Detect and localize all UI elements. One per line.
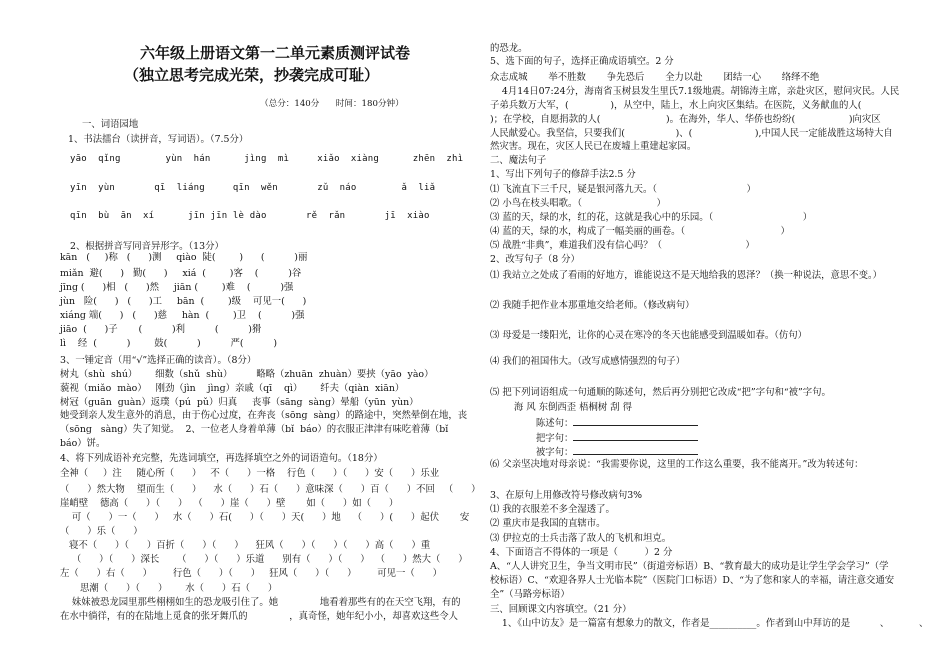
right-line-6: 人民献爱心。我坚信，只要我们( )、( ),中国人民一定能战胜这场特大自 [490, 128, 893, 139]
left-line-13: xiáng 端( ) ( )慈 hàn ( )卫 ( )强 [60, 310, 305, 321]
right-line-40: 1、《山中访友》是一篇富有想象力的散文，作者是__________。作者到山中拜访的是 、 、 [490, 618, 929, 629]
left-line-34: 在水中徜徉，有的在陆地上觅食的张牙舞爪的 ，真奇怪，她年纪小小，却喜欢这些令人 [60, 611, 458, 622]
left-line-24: 全神（ ）注 随心所（ ） 不（ ）一格 行色（ ）（ ）安（ ）乐业 [60, 468, 440, 479]
right-line-29: ⑹ 父亲坚决地对母亲说：“我需要你说，这里的工作这么重要，我不能离开。”改为转述句： [490, 459, 864, 470]
left-line-9: kān ( )称 ( )测 qiào 陡( ) ( )丽 [60, 252, 308, 263]
left-line-29: 寝不（ ）（ ）百折（ ）（ ） 狂风（ ）（ ）（ ）高（ ）重 [60, 540, 431, 551]
right-line-36: A、“人人讲究卫生，争当文明市民”（街道旁标语）B、“教育最大的成功是让学生学会学习”（学 [490, 561, 889, 572]
left-line-10: miǎn 避( ) 勤( ) xiá ( )客 ( )谷 [60, 268, 302, 279]
left-line-2: （总分：140分 时间：180分钟） [260, 99, 404, 109]
left-line-20: 她受到亲人发生意外的消息，由于伤心过度，在奔丧（sōng sàng）的路途中，突然晕倒在地，丧 [60, 410, 468, 421]
right-line-8: 二、魔法句子 [490, 155, 547, 166]
left-line-15: lì 经 ( ) 鼓( ) 严( ) [60, 338, 277, 349]
right-line-27: 把字句： [512, 431, 698, 445]
right-line-12: ⑶ 蓝的天，绿的水，红的花，这就是我心中的乐园。（ ） [490, 212, 813, 223]
right-line-20: ⑶ 母爱是一缕阳光，让你的心灵在寒冷的冬天也能感受到温暖如春。（仿句） [490, 330, 808, 341]
left-line-6: yīn yùn qī liáng qīn wěn zǔ náo ǎ liǎ [70, 183, 436, 193]
left-line-14: jiāo ( )子 ( )利 ( )猾 [60, 324, 262, 335]
right-line-7: 然灾害。现在，灾区人民已在废墟上重建起家园。 [490, 141, 697, 152]
left-line-17: 树丸（shù shú） 细数（shǔ shù） 略略（zhuān zhuàn）要挟（yāo yào） [60, 369, 434, 380]
left-line-26: 崖峭壁 德高（ ）（ ） （ ）崖（ ）壁 如（ ）如（ ） [60, 498, 399, 509]
right-line-0: 的恐龙。 [490, 43, 528, 54]
right-line-24: ⑸ 把下列词语组成一句通顺的陈述句，然后再分别把它改成“把”字句和“被”字句。 [490, 387, 831, 398]
right-line-31: 3、在原句上用修改符号修改病句3% [490, 490, 643, 501]
right-line-4: 子弟兵数万大军，( )，从空中，陆上，水上向灾区集结。在医院，义务献血的人( [490, 100, 922, 111]
right-line-14: ⑸ 战胜“非典”，难道我们没有信心吗？（ ） [490, 240, 755, 251]
left-line-12: jùn 险( ) ( )工 bān ( )级 可见一( ) [60, 296, 307, 307]
left-line-22: báo）饼。 [60, 438, 106, 449]
left-line-7: qīn bù ān xí jīn jīn lè dào rě rǎn jī xiào [70, 211, 430, 221]
left-line-18: 藐视（miǎo mào） 刚劲（jìn jìng）亲戚（qī qì） 纤夫（qiàn xiān） [60, 383, 405, 394]
answer-blank-line[interactable] [573, 445, 698, 455]
left-line-30: （ ）（ ）深长 （ ）（ ）乐道 别有（ ）（ ） （ ）然大（ ） [60, 554, 468, 565]
right-line-26: 陈述句： [512, 416, 698, 430]
left-line-25: （ ）然大物 望而生（ ） 水（ ）石（ ）意味深（ ）百（ ）不回 （ ） [60, 484, 481, 495]
left-line-0: 六年级上册语文第一二单元素质测评试卷 [140, 44, 411, 62]
left-line-28: （ ）乐（ ） [60, 526, 143, 537]
left-line-19: 树冠（guān guàn）返璞（pú pǔ）归真 丧事（sāng sàng）晕船（yūn yùn） [60, 397, 419, 408]
right-line-37: 校标语）C、“欢迎各界人士光临本院”（医院门口标语）D、“为了您和家人的幸福，请注意交通安 [490, 575, 895, 586]
right-line-35: 4、下面语言不得体的一项是（ ）2 分 [490, 547, 673, 558]
right-line-1: 5、选下面的句子，选择正确成语填空。2 分 [490, 56, 674, 67]
right-line-33: ⑵ 重庆市是我国的直辖市。 [490, 518, 606, 529]
answer-blank-line[interactable] [573, 431, 698, 441]
right-line-10: ⑴ 飞流直下三千尺，疑是银河落九天。（ ） [490, 184, 756, 195]
left-line-4: 1、书法擂台（读拼音，写词语）。（7.5分） [68, 134, 249, 145]
left-line-23: 4、将下列成语补充完整，先选词填空，再选择填空之外的词语造句。（18分） [60, 453, 383, 464]
right-line-32: ⑴ 我的衣服差不多全湿透了。 [490, 504, 615, 515]
right-line-15: 2、改写句子（8 分） [490, 254, 580, 265]
right-line-3: 4月14日07:24分，海南省玉树县发生里氏7.1级地震。胡锦涛主席，亲赴灾区，慰问灾民。人民 [490, 86, 900, 97]
right-line-9: 1、写出下列句子的修辞手法2.5 分 [490, 169, 636, 180]
left-line-5: yāo qǐng yùn hán jìng mì xiǎo xiàng zhēn zhì [70, 154, 464, 164]
right-line-5: )；在学校，自愿捐款的人( )。在海外，华人、华侨也纷纷( )向灾区 [490, 114, 881, 125]
left-line-8: 2、根据拼音写同音异形字。（13分） [70, 241, 224, 252]
right-line-34: ⑶ 伊拉克的士兵击落了敌人的飞机和坦克。 [490, 533, 672, 544]
right-line-38: 全”（马路旁标语） [490, 589, 570, 600]
left-line-32: 思潮（ ）（ ） 水（ ）石（ ） [80, 583, 278, 594]
right-line-18: ⑵ 我随手把作业本那重地交给老师。（修改病句） [490, 300, 695, 311]
right-line-11: ⑵ 小鸟在枝头唱歌。（ ） [490, 198, 666, 209]
right-line-16: ⑴ 我站立之处成了看雨的好地方，谁能说这不是天地给我的恩泽？（换一种说法，意思不变。） [490, 270, 883, 281]
left-line-21: （sōng sàng）失了知觉。 2、一位老人身着单薄（bǐ báo）的衣服正津津有味吃着薄（bǐ [60, 424, 449, 435]
right-line-39: 三、回顾课文内容填空。（21 分） [490, 604, 632, 615]
left-line-11: jīng ( )相 ( )然 jiān ( )难 ( )强 [60, 282, 294, 293]
left-line-31: 左（ ）右（ ） 行色（ ）（ ） 狂风（ ）（ ） 可见一（ ） [60, 568, 443, 579]
right-line-13: ⑷ 蓝的天，绿的水，构成了一幅美丽的画卷。（ ） [490, 226, 790, 237]
right-line-25: 海 风 东倒西歪 梧桐树 刮 得 [502, 402, 632, 413]
left-line-16: 3、一锤定音（用“√”选择正确的读音）。（8分） [60, 355, 257, 366]
right-line-28: 被字句： [512, 445, 698, 459]
answer-blank-line[interactable] [573, 416, 698, 426]
left-line-1: （独立思考完成光荣，抄袭完成可耻） [124, 66, 380, 84]
left-line-3: 一、词语园地 [82, 119, 139, 130]
left-line-33: 妹妹被恐龙园里那些栩栩如生的恐龙吸引住了。她 地看着那些有的在天空飞翔，有的 [60, 597, 461, 608]
right-line-22: ⑷ 我们的祖国伟大。（改写成感情强烈的句子） [490, 356, 686, 367]
left-line-27: 可（ ）一（ ） 水（ ）石( ）（ ）天( ）地 （ ）( ）起伏 安 [60, 512, 470, 523]
right-line-2: 众志成城 举不胜数 争先恐后 全力以赴 团结一心 络绎不绝 [490, 72, 820, 83]
